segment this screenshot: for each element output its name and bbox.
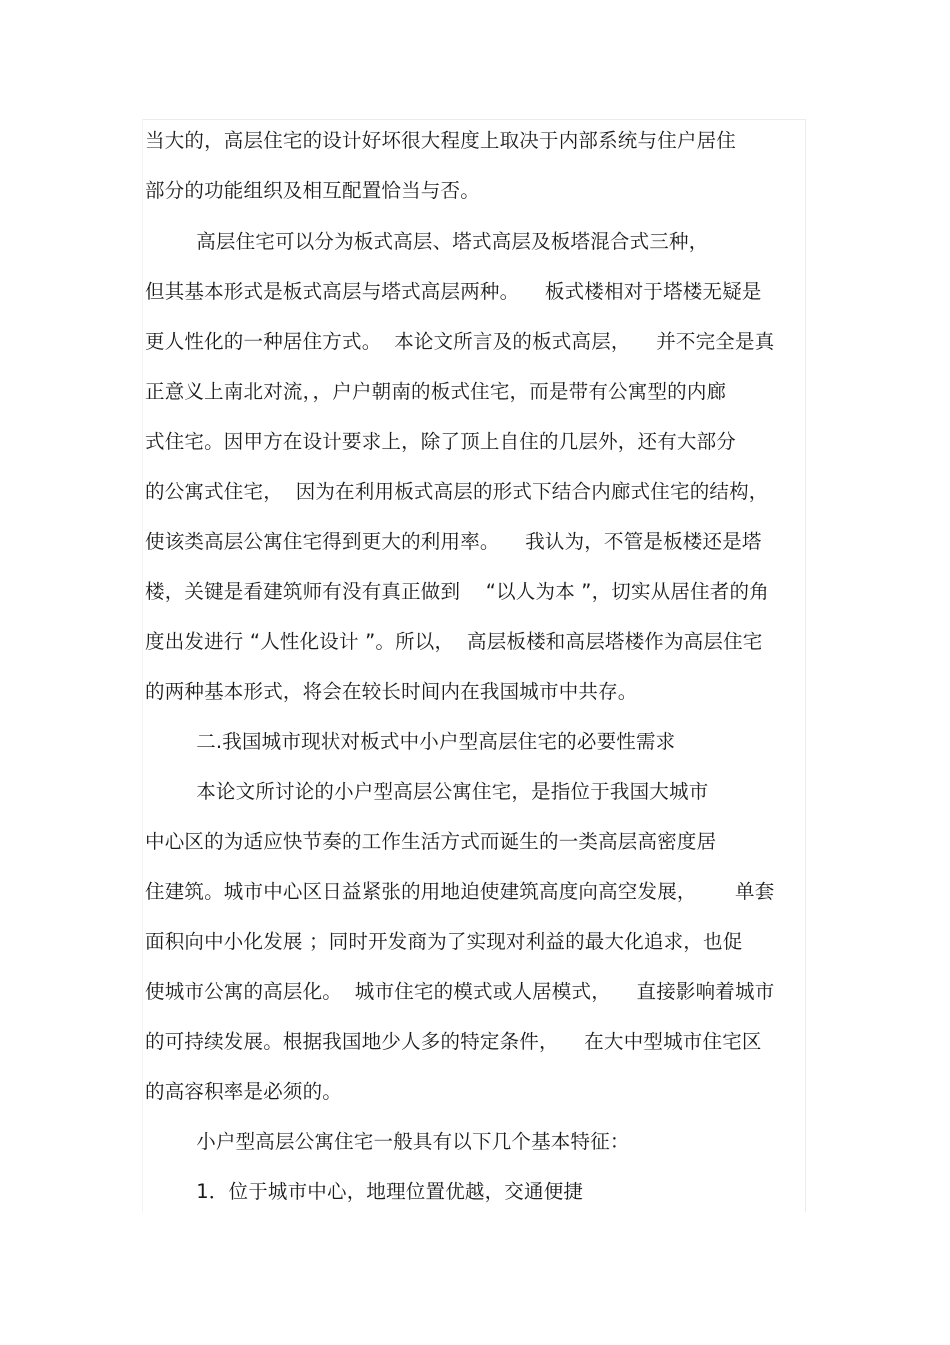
text-line: 但其基本形式是板式高层与塔式高层两种。 板式楼相对于塔楼无疑是 [145,280,762,303]
text-line: 更人性化的一种居住方式。 本论文所言及的板式高层， 并不完全是真 [145,330,775,353]
text-line: 使城市公寓的高层化。 城市住宅的模式或人居模式， 直接影响着城市 [145,980,775,1003]
text-line: 部分的功能组织及相互配置恰当与否。 [145,179,480,202]
text-line: 面积向中小化发展 ；同时开发商为了实现对利益的最大化追求，也促 [145,930,743,953]
text-line: 使该类高层公寓住宅得到更大的利用率。 我认为，不管是板楼还是塔 [145,530,762,553]
section-heading: 二.我国城市现状对板式中小户型高层住宅的必要性需求 [145,730,676,753]
text-line: 小户型高层公寓住宅一般具有以下几个基本特征： [145,1130,630,1153]
text-line: 的两种基本形式，将会在较长时间内在我国城市中共存。 [145,680,638,703]
text-line: 当大的，高层住宅的设计好坏很大程度上取决于内部系统与住户居住 [145,129,737,152]
text-line: 的可持续发展。根据我国地少人多的特定条件， 在大中型城市住宅区 [145,1030,762,1053]
text-line: 正意义上南北对流，，户户朝南的板式住宅，而是带有公寓型的内廊 [145,380,727,403]
text-line: 的高容积率是必须的。 [145,1080,343,1103]
text-line: 住建筑。城市中心区日益紧张的用地迫使建筑高度向高空发展， 单套 [145,880,775,903]
text-line: 的公寓式住宅， 因为在利用板式高层的形式下结合内廊式住宅的结构， [145,480,769,503]
text-line: 本论文所讨论的小户型高层公寓住宅，是指位于我国大城市 [145,780,709,803]
text-line: 楼，关键是看建筑师有没有真正做到 “以人为本 ”，切实从居住者的角 [145,580,769,603]
list-item: 1．位于城市中心，地理位置优越，交通便捷 [145,1180,584,1203]
text-line: 中心区的为适应快节奏的工作生活方式而诞生的一类高层高密度居 [145,830,717,853]
text-line: 式住宅。因甲方在设计要求上，除了顶上自住的几层外，还有大部分 [145,430,737,453]
text-line: 高层住宅可以分为板式高层、塔式高层及板塔混合式三种， [145,230,709,253]
text-line: 度出发进行 “人性化设计 ”。所以， 高层板楼和高层塔楼作为高层住宅 [145,630,763,653]
